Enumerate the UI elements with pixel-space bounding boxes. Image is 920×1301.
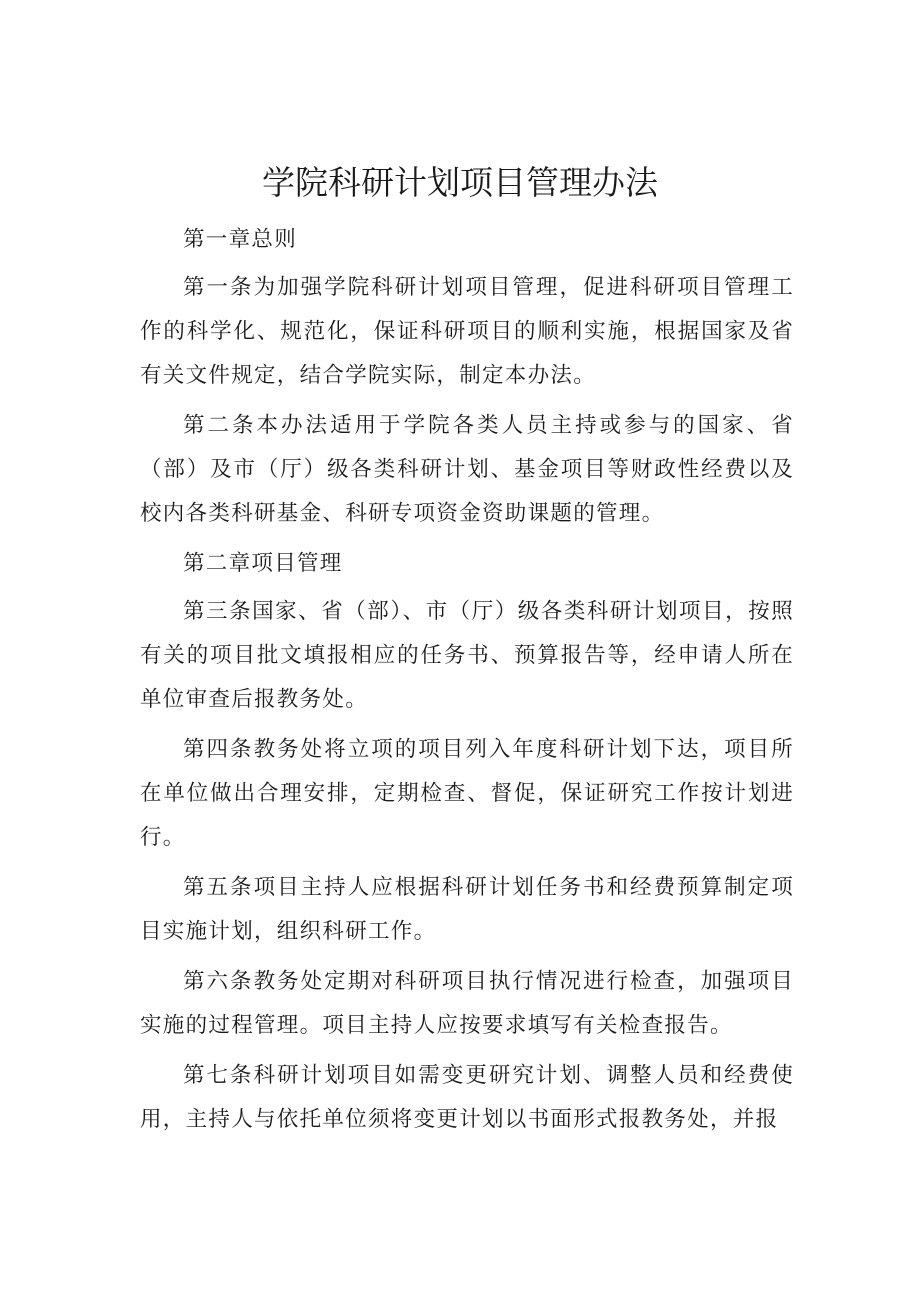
article-6: 第六条教务处定期对科研项目执行情况进行检查，加强项目实施的过程管理。项目主持人应按要求填写有关检查报告。 [140, 969, 794, 1038]
document-body [140, 218, 794, 1142]
article-2: 第二条本办法适用于学院各类人员主持或参与的国家、省（部）及市（厅）级各类科研计划、基金项目等财政性经费以及校内各类科研基金、科研专项资金资助课题的管理。 [140, 413, 794, 526]
article-7: 第七条科研计划项目如需变更研究计划、调整人员和经费使用，主持人与依托单位须将变更计划以书面形式报教务处，并报 [140, 1063, 794, 1132]
chapter-heading-2: 第二章项目管理 [183, 551, 343, 576]
document-title: 学院科研计划项目管理办法 [262, 163, 658, 203]
chapter-heading-1: 第一章总则 [183, 227, 298, 252]
article-5: 第五条项目主持人应根据科研计划任务书和经费预算制定项目实施计划，组织科研工作。 [140, 875, 794, 944]
article-4: 第四条教务处将立项的项目列入年度科研计划下达，项目所在单位做出合理安排，定期检查、督促，保证研究工作按计划进行。 [140, 737, 794, 850]
article-3: 第三条国家、省（部）、市（厅）级各类科研计划项目，按照有关的项目批文填报相应的任务书、预算报告等，经申请人所在单位审查后报教务处。 [140, 599, 794, 712]
article-1: 第一条为加强学院科研计划项目管理，促进科研项目管理工作的科学化、规范化，保证科研项目的顺利实施，根据国家及省有关文件规定，结合学院实际，制定本办法。 [140, 275, 794, 388]
